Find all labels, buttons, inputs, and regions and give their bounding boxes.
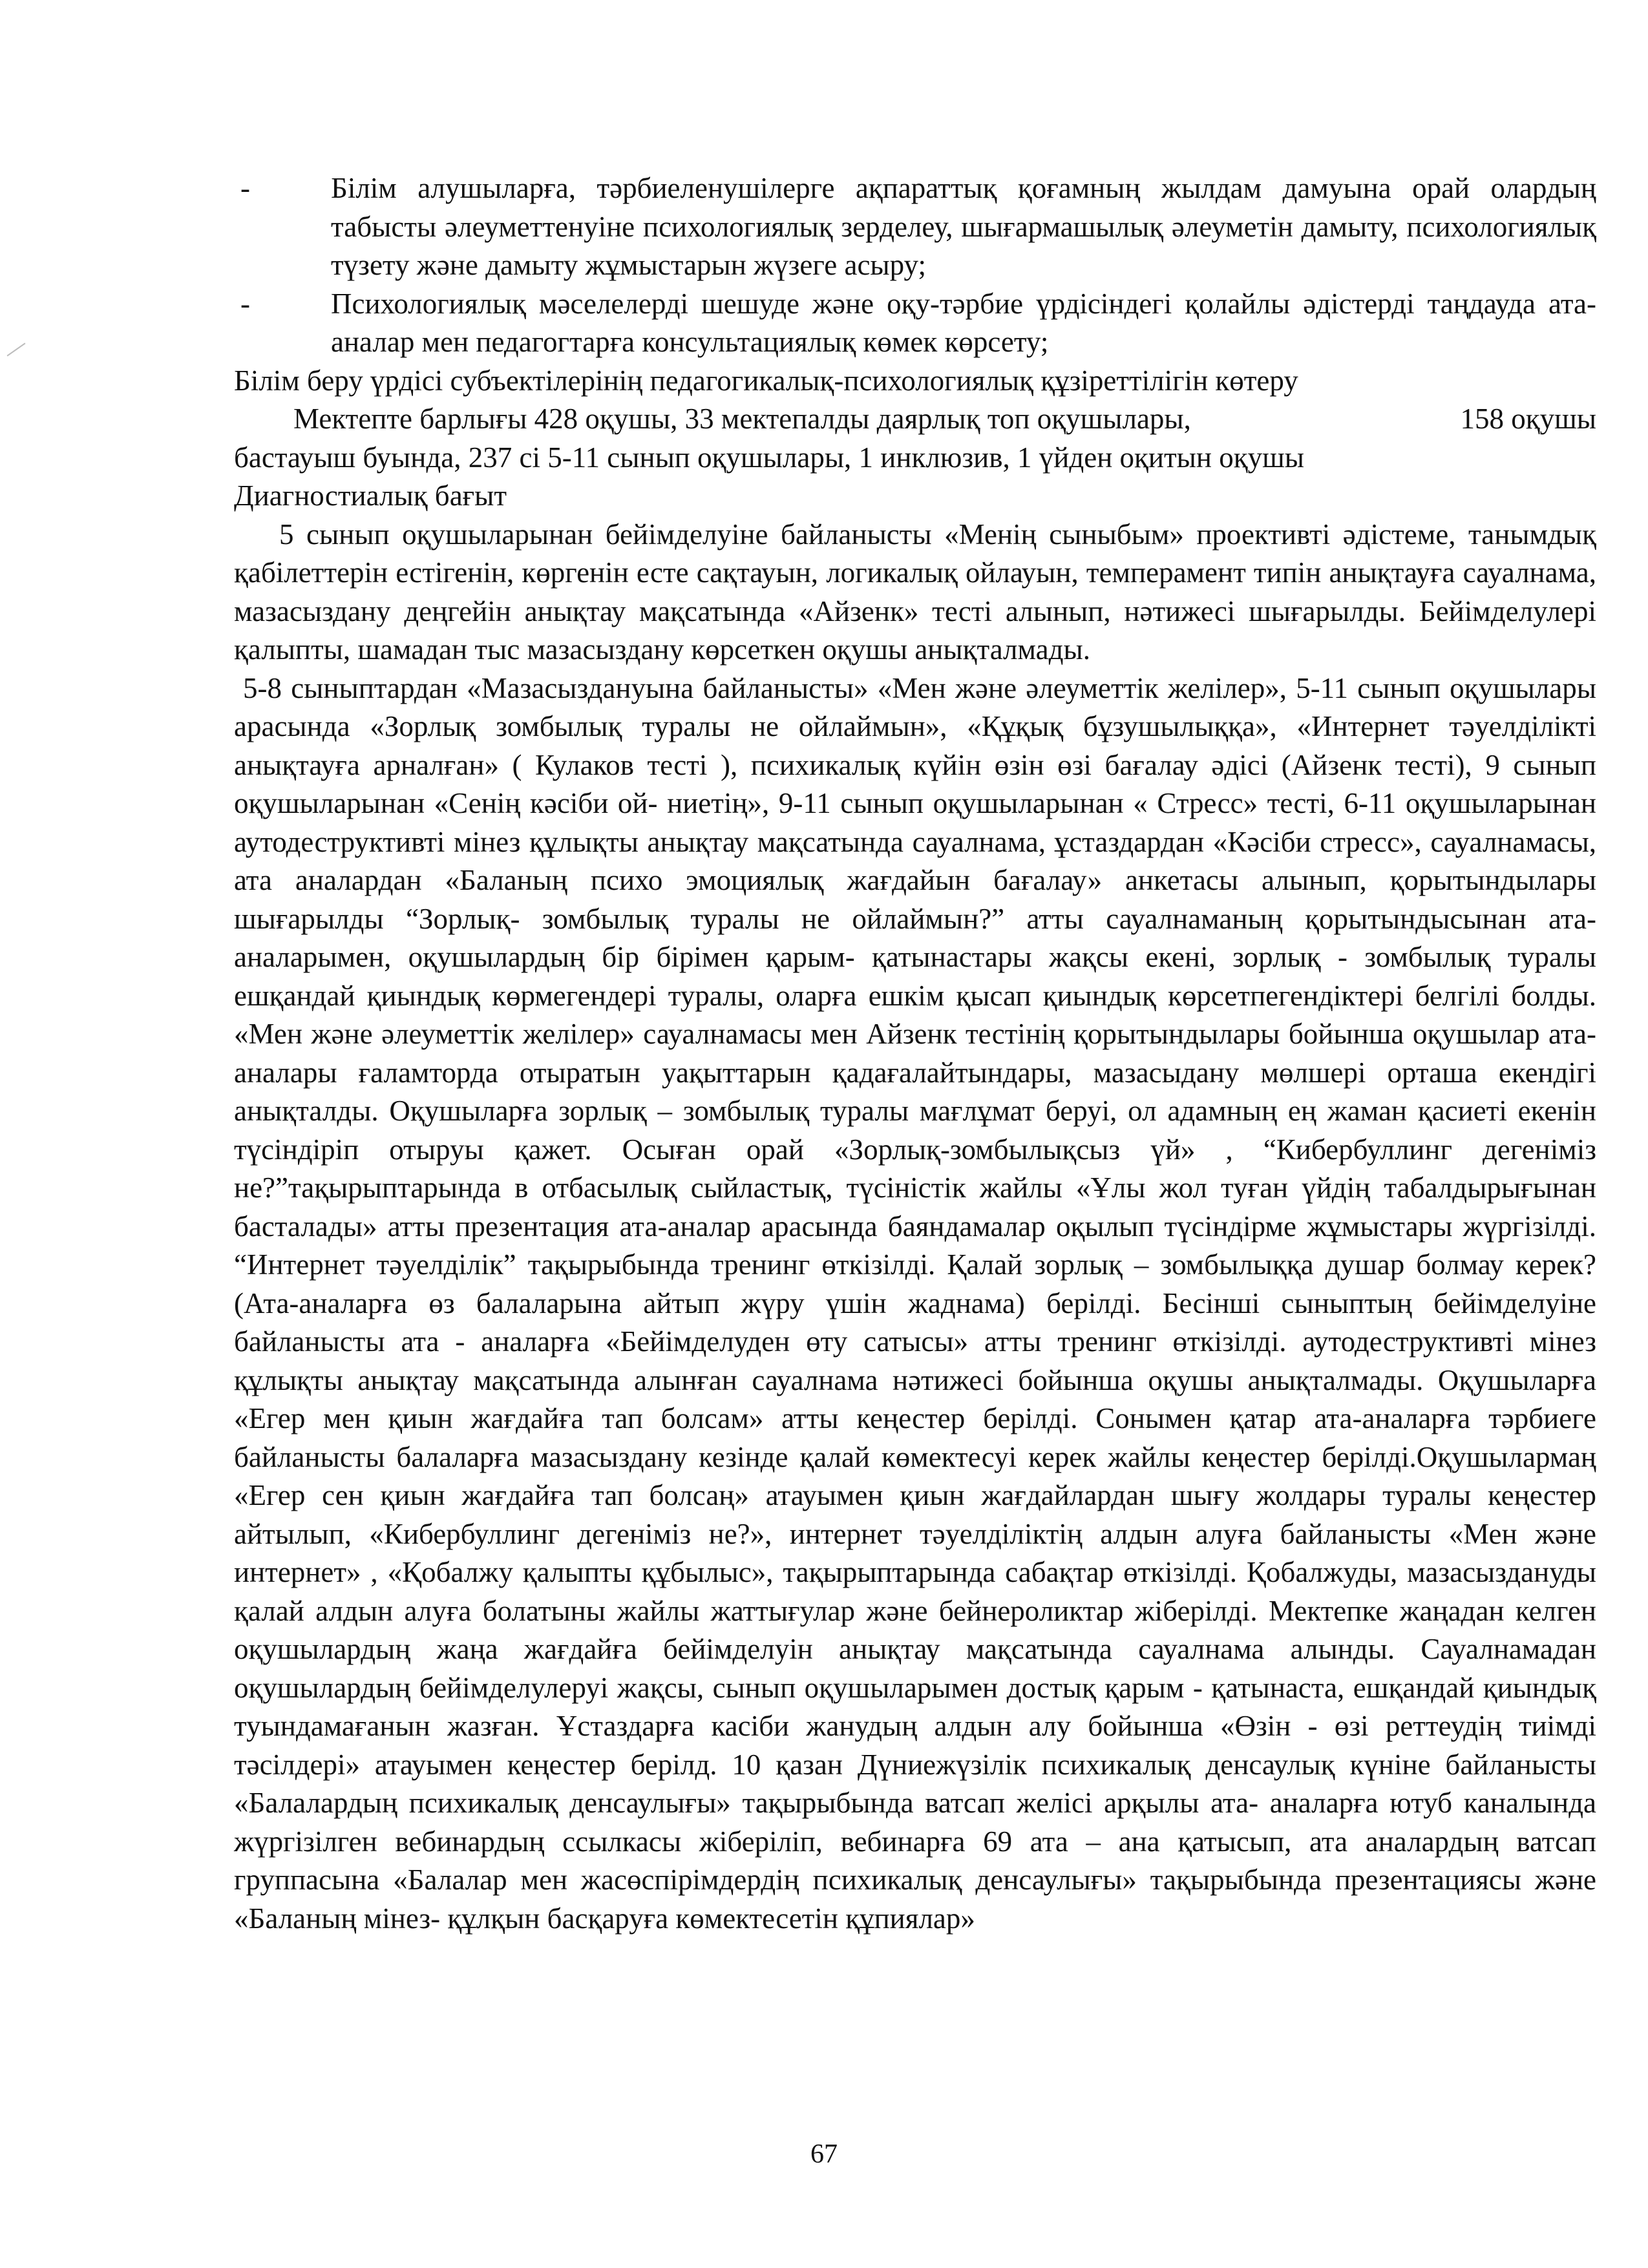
students-line-left: Мектепте барлығы 428 оқушы, 33 мектепалды даярлық топ оқушылары, bbox=[293, 403, 1191, 435]
page-number: 67 bbox=[810, 2139, 838, 2169]
paragraph-grade5: 5 сынып оқушыларынан бейімделуіне байланысты «Менің сыныбым» проективті әдістеме, танымдық қабілеттерін естігенін, көргенін есте сақтауын, логикалық ойлауын, темперамент типін анықтауға сауалнама, мазасыздану деңгейін анықтау мақсатында «Айзенк» тесті алынып, нәтижесі шығарылды. Бейімделулері қалыпты, шамадан тыс мазасыздану көрсеткен оқушы анықталмады. bbox=[234, 518, 1596, 666]
subjects-line: Білім беру үрдісі субъектілерінің педагогикалық-психологиялық құзіреттілігін көтеру bbox=[234, 364, 1298, 397]
students-line-2: бастауыш буында, 237 сі 5-11 сынып оқушылары, 1 инклюзив, 1 үйден оқитын оқушы bbox=[234, 441, 1304, 474]
students-line-right: 158 оқушы bbox=[1460, 403, 1596, 435]
document-body bbox=[234, 169, 1596, 1938]
bullet-item bbox=[234, 285, 1596, 362]
section-heading: Диагностиалық бағыт bbox=[234, 479, 507, 512]
paragraph-main: 5-8 сыныптардан «Мазасыздануына байланысты» «Мен және әлеуметтік желілер», 5-11 сынып оқушылары арасында «Зорлық зомбылық туралы не ойлаймын», «Құқық бұзушылыққа», «Интернет тәуелділікті анықтауға арналған» ( Кулаков тесті ), психикалық күйін өзін өзі бағалау әдісі (Айзенк тесті), 9 сынып оқушыларынан «Сенің кәсіби ой- ниетің», 9-11 сынып оқушыларынан « Стресс» тесті, 6-11 оқушыларынан аутодеструктивті мінез құлықты анықтау мақсатында сауалнама, ұстаздардан «Кәсіби стресс», сауалнамасы, ата аналардан «Баланың психо эмоциялық жағдайын бағалау» анкетасы алынып, қорытындылары шығарылды “Зорлық- зомбылық туралы не ойлаймын?” атты сауалнаманың қорытындысынан ата-аналарымен, оқушылардың бір бірімен қарым- қатынастары жақсы екені, зорлық - зомбылық туралы ешқандай қиындық көрмегендері туралы, оларға ешкім қысап қиындық көрсетпегендіктері белгілі болды. «Мен және әлеуметтік желілер» сауалнамасы мен Айзенк тестінің қорытындылары бойынша оқушылар ата- аналары ғаламторда отыратын уақыттарын қадағалайтындары, мазасыдану мөлшері орташа екендігі анықталды. Оқушыларға зорлық – зомбылық туралы мағлұмат беруі, ол адамның ең жаман қасиеті екенін түсіндіріп отыруы қажет. Осыған орай «Зорлық-зомбылықсыз үй» , “Кибербуллинг дегеніміз не?”тақырыптарында в отбасылық сыйластық, түсіністік жайлы «Ұлы жол туған үйдің табалдырығынан басталады» атты презентация ата-аналар арасында баяндамалар оқылып түсіндірме жұмыстары жүргізілді. “Интернет тәуелділік” тақырыбында тренинг өткізілді. Қалай зорлық – зомбылыққа душар болмау керек? (Ата-аналарға өз балаларына айтып жүру үшін жаднама) берілді. Бесінші сыныптың бейімделуіне байланысты ата - аналарға «Бейімделуден өту сатысы» атты тренинг өткізілді. аутодеструктивті мінез құлықты анықтау мақсатында алынған сауалнама нәтижесі бойынша оқушы анықталмады. Оқушыларға «Егер мен қиын жағдайға тап болсам» атты кеңестер берілді. Сонымен қатар ата-аналарға тәрбиеге байланысты балаларға мазасыздану кезінде қалай көмектесуі керек жайлы кеңестер берілді.Оқушылармаң «Егер сен қиын жағдайға тап болсаң» атауымен қиын жағдайлардан шығу жолдары туралы кеңестер айтылып, «Кибербуллинг дегеніміз не?», интернет тәуелділіктің алдын алуға байланысты «Мен және интернет» , «Қобалжу қалыпты құбылыс», тақырыптарында сабақтар өткізілді. Қобалжуды, мазасыздануды қалай алдын алуға болатыны жайлы жаттығулар және бейнероликтар жіберілді. Мектепке жаңадан келген оқушылардың жаңа жағдайға бейімделуін анықтау мақсатында сауалнама алынды. Сауалнамадан оқушылардың бейімделулеруі жақсы, сынып оқушыларымен достық қарым - қатынаста, ешқандай қиындық туындамағанын жазған. Ұстаздарға касіби жанудың алдын алу бойынша «Өзін - өзі реттеудің тиімді тәсілдері» атауымен кеңестер берілд. 10 қазан Дүниежүзілік психикалық денсаулық күніне байланысты «Балалардың психикалық денсаулығы» тақырыбында ватсап желісі арқылы ата- аналарға ютуб каналында жүргізілген вебинардың ссылкасы жіберіліп, вебинарға 69 ата – ана қатысып, ата аналардың ватсап группасына «Балалар мен жасөспірімдердің психикалық денсаулығы» тақырыбында презентациясы және «Баланың мінез- құлқын басқаруға көмектесетін құпиялар» bbox=[234, 671, 1596, 1935]
bullet-text: Білім алушыларға, тәрбиеленушілерге ақпараттық қоғамның жылдам дамуына орай олардың табысты әлеуметтенуіне психологиялық зерделеу, шығармашылық әлеуметін дамыту, психологиялық түзету және дамыту жұмыстарын жүзеге асыру; bbox=[331, 172, 1596, 281]
students-line bbox=[234, 400, 1596, 439]
bullet-dash: - bbox=[240, 287, 250, 320]
bullet-item bbox=[234, 169, 1596, 285]
scan-artifact-mark bbox=[7, 342, 26, 356]
bullet-dash: - bbox=[240, 172, 250, 204]
bullet-text: Психологиялық мәселелерді шешуде және оқу-тәрбие үрдісіндегі қолайлы әдістерді таңдауда ата-аналар мен педагогтарға консультациялық көмек көрсету; bbox=[331, 287, 1596, 358]
